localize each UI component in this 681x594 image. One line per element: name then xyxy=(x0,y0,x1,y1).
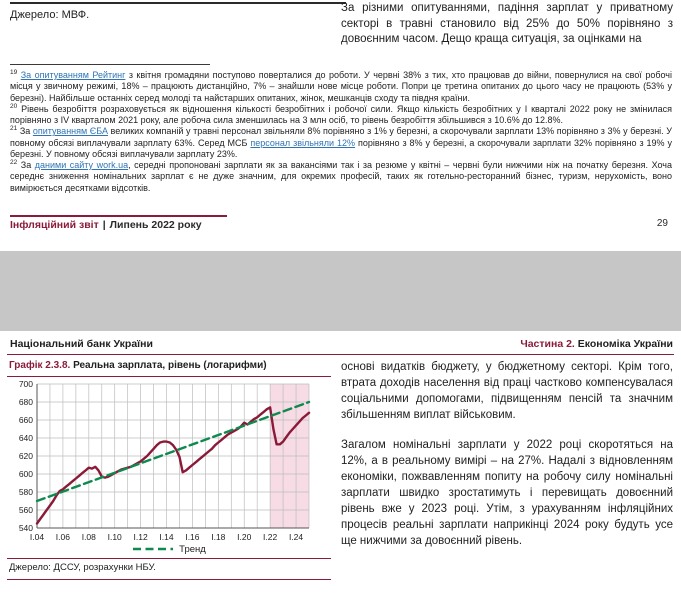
page-footer xyxy=(10,219,202,231)
footer-rule xyxy=(10,215,227,217)
footnote-link[interactable]: даними сайту work.ua xyxy=(34,160,129,170)
body-paragraph-wages: За різними опитуваннями, падіння зарплат у приватному секторі в травні становило від 25% до 50% порівняно з довоєнним часом. Дещо краща ситуація, за оцінками на xyxy=(341,2,673,46)
footnote-number: 21 xyxy=(10,125,18,133)
footnote-22 xyxy=(10,160,672,194)
chart-legend xyxy=(7,544,331,555)
page-number: 29 xyxy=(656,218,668,229)
footnotes xyxy=(10,70,672,194)
trend-legend-label: Тренд xyxy=(179,543,206,555)
y-tick-label: 600 xyxy=(18,468,33,479)
footnote-text: За xyxy=(20,160,35,170)
x-tick-label: І.14 xyxy=(159,531,174,542)
report-page-2 xyxy=(0,331,681,594)
chart-source-rule-bottom xyxy=(7,579,331,580)
body-column xyxy=(341,360,673,564)
y-tick-label: 680 xyxy=(18,396,33,407)
y-tick-label: 560 xyxy=(18,504,33,515)
footnote-link[interactable]: опитуванням ЄБА xyxy=(32,126,108,137)
body-paragraph-budget: основі видатків бюджету, у бюджетному секторі. Крім того, втрата доходів населення від праці частково компенсувалася соціальними допомогами, підвищенням пенсій та значним збільшенням виплат військовим. xyxy=(341,361,673,421)
footnote-link[interactable]: персонал звільняли 12% xyxy=(250,137,356,148)
header-rule xyxy=(7,354,674,355)
x-tick-label: І.06 xyxy=(55,531,70,542)
footnote-text: Рівень безробіття розраховується як відношення кількості безробітних і робочої сили. Якщо кількість безробітних у І кварталі 2022 року не змінилася порівняно з IV кварталом 2021 року, але робоча сила зменшилась на 3 млн осіб, то рівень безробіття збільшився з 10.6% до 12.8%. xyxy=(10,103,672,125)
header-bank-name: Національний банк України xyxy=(10,338,153,350)
x-tick-label: І.12 xyxy=(133,531,148,542)
footnote-text: великих компаній у травні персонал звільняли 8% порівняно з 1% у березні, а скорочували зарплати 13% порівняно з 3% у березні. У повному обсязі виплачували зарплату 63%. Серед МСБ xyxy=(10,126,672,148)
footnote-20 xyxy=(10,104,672,127)
footer-report-title: Інфляційний звіт xyxy=(10,219,99,231)
chart-caption xyxy=(7,360,331,373)
source-note-imf: Джерело: МВФ. xyxy=(10,9,90,21)
y-tick-label: 700 xyxy=(18,378,33,389)
x-tick-label: І.10 xyxy=(107,531,122,542)
chart-source-note: Джерело: ДССУ, розрахунки НБУ. xyxy=(9,561,156,573)
footnote-number: 22 xyxy=(10,159,18,166)
footnote-19 xyxy=(10,70,672,104)
header-section-title xyxy=(520,338,673,350)
table-bottom-rule xyxy=(10,2,346,4)
y-tick-label: 540 xyxy=(18,522,33,533)
footnote-separator-rule xyxy=(10,64,210,65)
x-tick-label: І.24 xyxy=(288,531,304,542)
footer-separator: | xyxy=(102,219,106,231)
trend-line xyxy=(37,402,309,501)
footnote-number: 20 xyxy=(10,102,18,110)
chart-number: Графік 2.3.8. xyxy=(9,360,71,371)
footnote-text: порівняно з 8% у березні, а скорочували зарплати 32% порівняно з 19% у березні. У повному обсязі виплачували зарплату 23%. xyxy=(10,137,673,159)
x-tick-label: І.18 xyxy=(211,531,226,542)
report-page-1 xyxy=(0,0,681,251)
chart-name: Реальна зарплата, рівень (логарифми) xyxy=(70,360,267,371)
chart-caption-rule xyxy=(7,376,331,377)
footnote-number: 19 xyxy=(10,69,18,76)
header-section-name: Економіка України xyxy=(574,338,673,350)
x-tick-label: І.20 xyxy=(237,531,252,542)
y-tick-label: 660 xyxy=(18,414,33,425)
footnote-text: , середні пропоновані зарплати як за вакансіями так і за резюме у квітні – червні були нижчими ніж на початку березня. Хоча середнє зниження номінальних зарплат є не дуже значним, для окремих професій, таких як готельно-ресторанний бізнес, туризм, нерухомість, воно вимірюється десятками відсотків. xyxy=(10,160,672,193)
footnote-text: з квітня громадяни поступово поверталися до роботи. У червні 38% з тих, хто працював до війни, повернулися на свої робочі місця у звичному режимі, 18% – працюють дистанційно, 7% – знайшли нове місце роботи. Попри це третина опитаних до цього часу не працюють (53% у березні). Найбільше останніх серед молоді та найстарших опитаних, жінок, мешканців сходу та півдня країни. xyxy=(10,70,672,103)
x-tick-label: І.22 xyxy=(263,531,278,542)
x-tick-label: І.08 xyxy=(81,531,96,542)
page-header xyxy=(10,338,673,350)
footer-report-period: Липень 2022 року xyxy=(109,219,202,231)
y-tick-label: 620 xyxy=(18,450,33,461)
body-paragraph-forecast: Загалом номінальні зарплати у 2022 році скоротяться на 12%, а в реальному вимірі – на 27%. Надалі з відновленням економіки, пожвавленням попиту на робочу силу номінальні зарплати швидко зростатимуть і перевищать довоєнний рівень вже у 2023 році. Утім, з урахуванням інфляційних процесів реальні зарплати наприкінці 2024 року будуть усе ще нижчими за довоєнний рівень. xyxy=(341,439,673,547)
footnote-link[interactable]: За опитуванням Рейтинг xyxy=(20,70,126,80)
header-section-number: Частина 2. xyxy=(520,338,575,350)
footnote-21 xyxy=(10,126,672,160)
footnote-text: За xyxy=(19,126,33,137)
actual-line xyxy=(37,407,309,523)
y-tick-label: 640 xyxy=(18,432,33,443)
chart-block xyxy=(7,360,331,580)
trend-legend-swatch xyxy=(132,545,174,553)
x-tick-label: І.16 xyxy=(185,531,200,542)
real-wage-chart xyxy=(7,378,331,544)
y-tick-label: 580 xyxy=(18,486,33,497)
x-tick-label: І.04 xyxy=(29,531,45,542)
